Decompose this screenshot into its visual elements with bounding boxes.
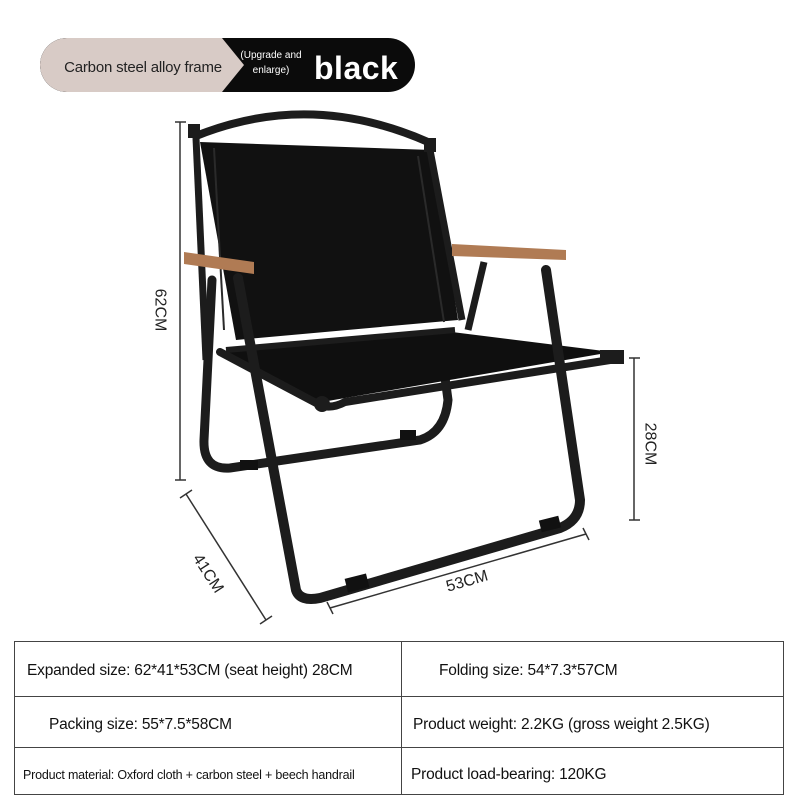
chair-figure <box>0 95 800 635</box>
spec-load-bearing: Product load-bearing: 120KG <box>411 766 607 783</box>
spec-row-divider-1 <box>15 696 783 697</box>
spec-table <box>14 641 784 795</box>
upgrade-note: (Upgrade and enlarge) <box>240 50 302 76</box>
backrest-fabric <box>200 142 458 340</box>
seat-height-label: 28CM <box>641 422 659 466</box>
spec-packing-size: Packing size: 55*7.5*58CM <box>49 716 232 733</box>
height-label: 62CM <box>151 288 169 332</box>
seat-pivot-front <box>314 396 330 412</box>
color-name: black <box>314 50 399 86</box>
depth-tick-bottom <box>260 616 272 624</box>
foot-clip-rear-left <box>240 460 258 470</box>
depth-label: 41CM <box>189 551 227 597</box>
spec-row-divider-2 <box>15 747 783 748</box>
spec-product-weight: Product weight: 2.2KG (gross weight 2.5KG) <box>413 716 710 733</box>
handle-cap-left <box>188 124 200 138</box>
material-label: Carbon steel alloy frame <box>64 58 222 76</box>
width-dimension-line <box>330 534 586 608</box>
foot-clip-rear-right <box>400 430 416 440</box>
seat-end-cap <box>600 350 624 364</box>
material-banner-light-section <box>40 38 222 92</box>
spec-expanded-size: Expanded size: 62*41*53CM (seat height) 28CM <box>27 662 353 679</box>
carry-handle <box>196 114 428 142</box>
material-banner <box>40 38 415 92</box>
spec-product-material: Product material: Oxford cloth + carbon steel + beech handrail <box>23 768 355 782</box>
spec-column-divider <box>401 642 402 794</box>
depth-tick-top <box>180 490 192 498</box>
chair-illustration <box>0 95 800 635</box>
spec-folding-size: Folding size: 54*7.3*57CM <box>439 662 618 679</box>
handle-cap-right <box>424 138 436 152</box>
width-label: 53CM <box>444 567 491 596</box>
armrest-right <box>452 244 566 260</box>
armrest-support-right <box>468 262 484 330</box>
back-post-left <box>196 138 206 360</box>
